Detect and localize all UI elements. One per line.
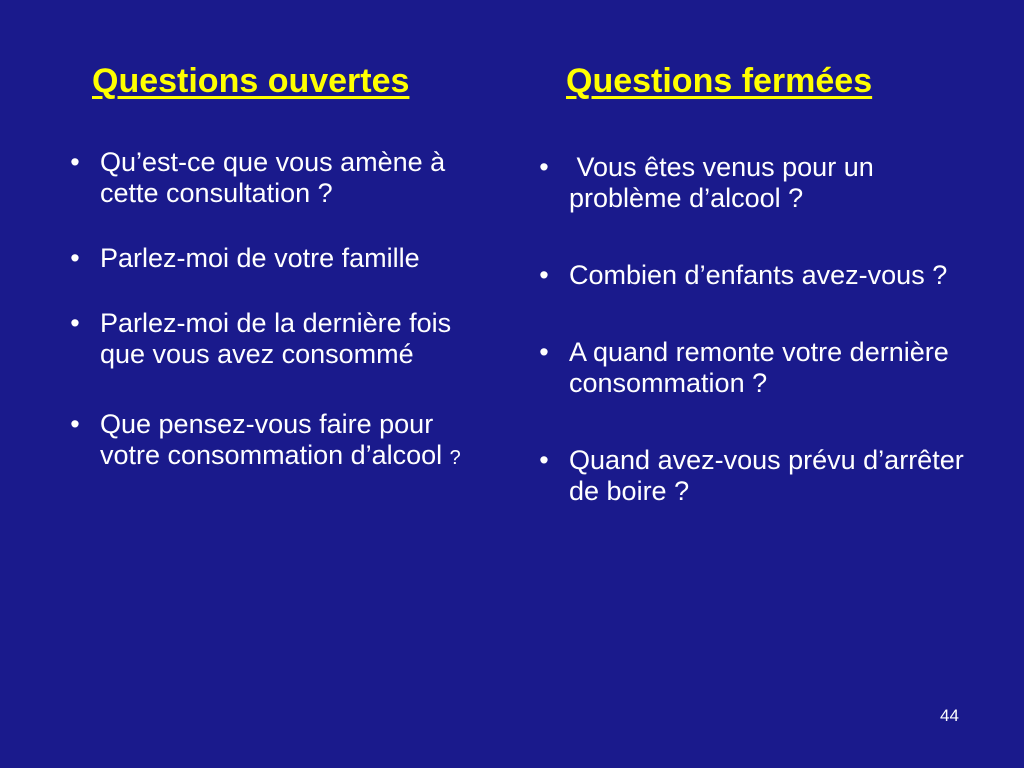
list-item — [60, 409, 500, 474]
left-column-title: Questions ouvertes — [92, 62, 410, 100]
list-item-suffix: ? — [449, 447, 461, 469]
page-number: 44 — [940, 706, 959, 725]
list-item-text: Parlez-moi de votre famille — [100, 243, 420, 273]
open-questions-list — [60, 147, 500, 508]
list-item — [60, 243, 500, 274]
bullet-dot-icon: • — [539, 337, 549, 367]
list-item-text: Qu’est-ce que vous amène à cette consultation ? — [100, 147, 446, 208]
bullet-dot-icon: • — [539, 260, 549, 290]
list-item — [529, 260, 974, 291]
list-item — [529, 152, 974, 214]
list-item-text: Que pensez-vous faire pour votre consommation d’alcool — [100, 409, 450, 470]
right-column-title: Questions fermées — [566, 62, 873, 100]
list-item-text: Quand avez-vous prévu d’arrêter de boire ? — [569, 445, 964, 506]
list-item-text: Parlez-moi de la dernière fois que vous avez consommé — [100, 308, 452, 369]
bullet-dot-icon: • — [70, 243, 80, 273]
bullet-dot-icon: • — [70, 409, 80, 439]
bullet-dot-icon: • — [70, 308, 80, 338]
bullet-dot-icon: • — [539, 152, 549, 182]
list-item — [529, 445, 974, 507]
bullet-dot-icon: • — [539, 445, 549, 475]
list-item — [529, 337, 974, 399]
bullet-dot-icon: • — [70, 147, 80, 177]
list-item — [60, 308, 500, 370]
list-item-text: A quand remonte votre dernière consommation ? — [569, 337, 949, 398]
list-item-text: Combien d’enfants avez-vous ? — [569, 260, 948, 290]
closed-questions-list — [529, 152, 974, 553]
list-item-text: Vous êtes venus pour un problème d’alcool ? — [569, 152, 882, 213]
list-item — [60, 147, 500, 209]
